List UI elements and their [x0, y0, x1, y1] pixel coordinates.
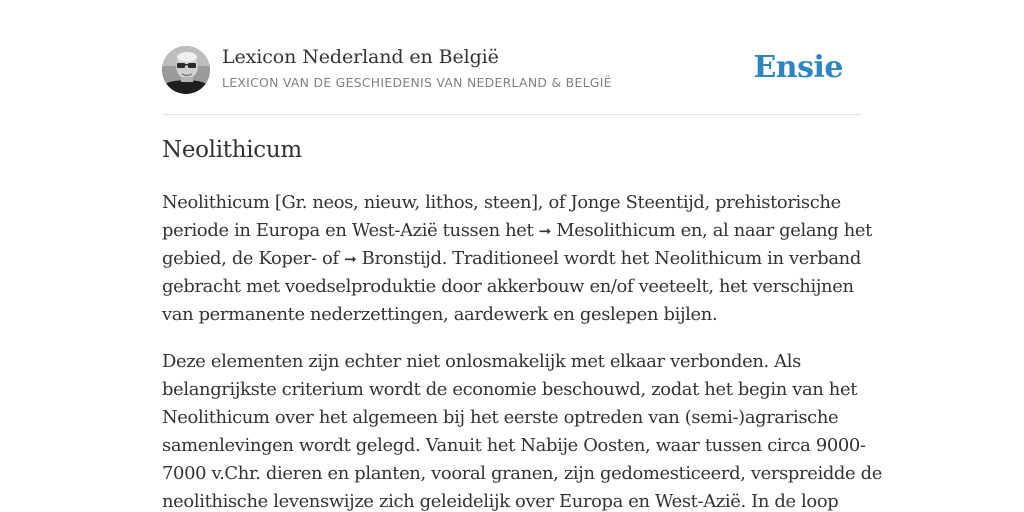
text-segment: gebied, de Koper- of [162, 248, 339, 269]
text-line: gebracht met voedselproduktie door akkerbouw en/of veeteelt, het verschijnen [162, 276, 854, 297]
text-line: Neolithicum over het algemeen bij het eerste optreden van (semi-)agrarische [162, 407, 839, 428]
paragraph-1 [162, 189, 872, 329]
avatar[interactable] [162, 46, 210, 94]
text-segment: periode in Europa en West-Azië tussen het [162, 220, 534, 241]
site-subtitle: LEXICON VAN DE GESCHIEDENIS VAN NEDERLAND & BELGIË [222, 75, 612, 90]
text-line [162, 245, 864, 273]
site-header [162, 46, 862, 115]
arrow-right-icon: ➞ [538, 222, 551, 240]
article-title: Neolithicum [162, 137, 302, 163]
text-segment: . Traditioneel wordt het Neolithicum in verband [441, 248, 861, 269]
text-line: samenlevingen wordt gelegd. Vanuit het Nabije Oosten, waar tussen circa 9000- [162, 435, 866, 456]
link-bronstijd[interactable] [344, 248, 442, 269]
person-with-glasses-avatar-icon [162, 46, 210, 94]
site-title[interactable]: Lexicon Nederland en België [222, 46, 499, 68]
link-label: Bronstijd [361, 248, 442, 269]
text-line: van permanente nederzettingen, aardewerk en geslepen bijlen. [162, 304, 718, 325]
text-line: neolithische levenswijze zich geleidelijk over Europa en West-Azië. In de loop [162, 491, 839, 512]
ensie-logo-link[interactable]: Ensie [753, 50, 843, 85]
link-label: Mesolithicum [556, 220, 676, 241]
text-line [162, 217, 872, 245]
paragraph-2 [162, 348, 882, 512]
text-line: 7000 v.Chr. dieren en planten, vooral granen, zijn gedomesticeerd, verspreidde de [162, 463, 882, 484]
text-line: Deze elementen zijn echter niet onlosmakelijk met elkaar verbonden. Als [162, 351, 801, 372]
arrow-right-icon: ➞ [344, 250, 357, 268]
link-mesolithicum[interactable] [539, 220, 676, 241]
text-line: belangrijkste criterium wordt de economie beschouwd, zodat het begin van het [162, 379, 858, 400]
text-segment: en, al naar gelang het [680, 220, 872, 241]
text-line: Neolithicum [Gr. neos, nieuw, lithos, steen], of Jonge Steentijd, prehistorische [162, 192, 841, 213]
article-body [162, 189, 882, 512]
